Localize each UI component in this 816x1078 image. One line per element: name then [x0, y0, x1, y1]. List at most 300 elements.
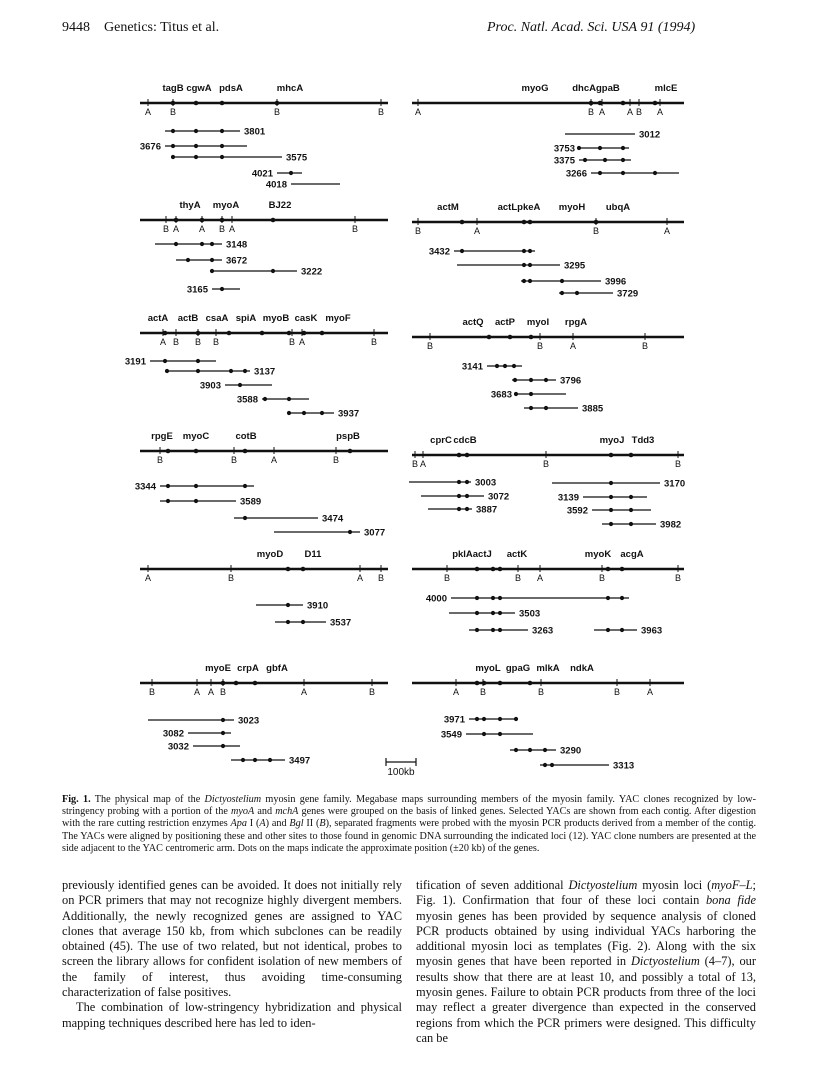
yac-gene-dot: [194, 155, 198, 159]
gene-position-dot: [594, 220, 599, 225]
yac-gene-dot: [220, 287, 224, 291]
gene-label: myoB: [262, 313, 290, 324]
gene-label: D11: [304, 549, 322, 560]
yac-gene-dot: [263, 397, 267, 401]
yac-gene-dot: [544, 378, 548, 382]
yac-clone-label: 3982: [660, 519, 682, 531]
yac-gene-dot: [491, 628, 495, 632]
caption-italic: myoA: [231, 806, 255, 818]
gene-position-dot: [522, 220, 527, 225]
gene-position-dot: [171, 101, 176, 106]
restriction-site-label: A: [172, 224, 180, 234]
restriction-site-label: A: [646, 687, 654, 697]
gene-label: actQ: [462, 317, 484, 328]
gene-position-dot: [287, 331, 292, 336]
yac-clone-label: 3549: [440, 729, 462, 741]
map-panel: [125, 313, 388, 420]
restriction-site-label: A: [144, 107, 152, 117]
yac-gene-dot: [465, 480, 469, 484]
yac-gene-dot: [220, 144, 224, 148]
caption-italic: Dictyostelium: [204, 794, 262, 805]
restriction-site-label: B: [351, 224, 359, 234]
yac-gene-dot: [221, 744, 225, 748]
body-column-right: [416, 878, 756, 1046]
yac-gene-dot: [194, 129, 198, 133]
yac-gene-dot: [621, 158, 625, 162]
yac-gene-dot: [609, 508, 613, 512]
yac-gene-dot: [475, 596, 479, 600]
yac-clone-label: 3592: [566, 505, 588, 517]
restriction-site-label: B: [536, 341, 544, 351]
restriction-site-label: A: [193, 687, 201, 697]
gene-position-dot: [200, 218, 205, 223]
yac-clone-label: 3676: [139, 141, 161, 153]
yac-gene-dot: [529, 378, 533, 382]
yac-gene-dot: [498, 628, 502, 632]
restriction-site-label: B: [514, 573, 522, 583]
map-panel: [140, 200, 388, 296]
yac-gene-dot: [186, 258, 190, 262]
restriction-site-label: B: [368, 687, 376, 697]
yac-gene-dot: [220, 155, 224, 159]
restriction-site-label: A: [473, 226, 481, 236]
yac-clone-label: 3910: [307, 600, 329, 612]
figure-caption: [62, 794, 756, 855]
gene-position-dot: [606, 567, 611, 572]
gene-label: spiA: [235, 313, 257, 324]
gene-position-dot: [528, 220, 533, 225]
caption-italic: Apa: [230, 818, 247, 830]
yac-clone-label: 3683: [490, 389, 512, 401]
yac-gene-dot: [620, 628, 624, 632]
gene-label: csaA: [205, 313, 229, 324]
yac-gene-dot: [621, 171, 625, 175]
paragraph: tification of seven additional Dictyostelium myosin loci (myoF–L; Fig. 1). Confirmation that four of these loci contain bona fide myosin genes has been provided by sequence analysis of cloned PCR products obtained by using individual YACs harboring the additional myosin loci as templates (Fig. 2). Along with the six myosin genes that have been reported in Dictyostelium (4–7), our results show that there are at least 10, and possibly a total of 13, myosin genes. Failure to obtain PCR products from three of the loci may reflect a greater divergence than expected in the conserved regions from which the PCR primers were designed. This difficulty can be: [416, 878, 756, 1045]
restriction-site-label: B: [370, 337, 378, 347]
restriction-site-label: B: [230, 455, 238, 465]
restriction-site-label: B: [443, 573, 451, 583]
gene-label: myoC: [182, 431, 210, 442]
yac-gene-dot: [238, 383, 242, 387]
gene-position-dot: [243, 449, 248, 454]
restriction-site-label: A: [144, 573, 152, 583]
yac-clone-label: 3141: [461, 361, 483, 373]
gene-label: mhcA: [276, 83, 304, 94]
gene-label: myoA: [212, 200, 240, 211]
gene-position-dot: [220, 218, 225, 223]
yac-gene-dot: [465, 507, 469, 511]
gene-position-dot: [234, 681, 239, 686]
yac-gene-dot: [529, 406, 533, 410]
gene-label: Tdd3: [631, 435, 655, 446]
gene-position-dot: [166, 449, 171, 454]
yac-gene-dot: [495, 364, 499, 368]
yac-gene-dot: [271, 269, 275, 273]
yac-gene-dot: [560, 291, 564, 295]
yac-gene-dot: [482, 717, 486, 721]
restriction-site-label: A: [656, 107, 664, 117]
gene-position-dot: [220, 101, 225, 106]
yac-gene-dot: [513, 378, 517, 382]
gene-position-dot: [508, 335, 513, 340]
restriction-site-label: A: [663, 226, 671, 236]
yac-gene-dot: [620, 596, 624, 600]
restriction-site-label: B: [227, 573, 235, 583]
gene-label: cgwA: [186, 83, 212, 94]
restriction-site-label: B: [162, 224, 170, 234]
map-panel: [409, 435, 685, 531]
gene-label: dhcAgpaB: [572, 83, 620, 94]
gene-label: mlkA: [536, 663, 560, 674]
map-panel: [140, 663, 388, 767]
restriction-site-label: B: [219, 687, 227, 697]
gene-position-dot: [275, 101, 280, 106]
gene-label: thyA: [179, 200, 201, 211]
restriction-site-label: B: [169, 107, 177, 117]
caption-figure-number: Fig. 1.: [62, 794, 91, 805]
restriction-site-label: B: [148, 687, 156, 697]
yac-gene-dot: [575, 291, 579, 295]
restriction-site-label: A: [300, 687, 308, 697]
yac-gene-dot: [465, 494, 469, 498]
yac-gene-dot: [529, 392, 533, 396]
yac-gene-dot: [598, 146, 602, 150]
gene-position-dot: [302, 331, 307, 336]
gene-position-dot: [348, 449, 353, 454]
yac-gene-dot: [194, 499, 198, 503]
restriction-site-label: B: [414, 226, 422, 236]
gene-label: ubqA: [605, 202, 631, 213]
map-panel: [412, 549, 684, 637]
gene-position-dot: [629, 453, 634, 458]
restriction-site-label: A: [452, 687, 460, 697]
restriction-site-label: A: [419, 459, 427, 469]
restriction-site-label: B: [426, 341, 434, 351]
restriction-site-label: B: [592, 226, 600, 236]
gene-label: myoE: [205, 663, 231, 674]
gene-position-dot: [320, 331, 325, 336]
scale-bar: [386, 758, 416, 778]
yac-gene-dot: [457, 494, 461, 498]
yac-gene-dot: [210, 242, 214, 246]
gene-position-dot: [163, 331, 168, 336]
yac-clone-label: 3023: [238, 715, 260, 727]
paragraph: previously identified genes can be avoided. It does not initially rely on PCR primers that may not recognize highly divergent members. Additionally, the newly recognized genes are assigned to YAC clones that average 150 kb, from which subclones can be readily obtained (45). The use of two related, but not identical, probes to screen the library allows for confident isolation of new members of the family of interest, thus avoiding time-consuming characterization of false positives.: [62, 878, 402, 1000]
restriction-site-label: B: [172, 337, 180, 347]
gene-label: rpgE: [151, 431, 173, 442]
restriction-site-label: B: [674, 573, 682, 583]
yac-gene-dot: [210, 269, 214, 273]
yac-gene-dot: [528, 249, 532, 253]
restriction-site-label: B: [635, 107, 643, 117]
yac-clone-label: 3266: [565, 168, 587, 180]
yac-clone-label: 3887: [476, 504, 498, 516]
yac-gene-dot: [286, 620, 290, 624]
restriction-site-label: B: [411, 459, 419, 469]
caption-text: genes were grouped on the basis of linked genes. Selected YACs are shown from each contig. After digestion with the rare cutting restriction enzymes: [62, 806, 757, 830]
gene-label: acgA: [620, 549, 644, 560]
yac-gene-dot: [171, 155, 175, 159]
yac-gene-dot: [166, 499, 170, 503]
yac-clone-label: 3474: [322, 513, 344, 525]
gene-label: BJ22: [268, 200, 292, 211]
restriction-site-label: B: [587, 107, 595, 117]
gene-position-dot: [286, 567, 291, 572]
yac-gene-dot: [653, 171, 657, 175]
gene-position-dot: [528, 681, 533, 686]
yac-gene-dot: [221, 731, 225, 735]
yac-gene-dot: [550, 763, 554, 767]
restriction-site-label: B: [641, 341, 649, 351]
yac-clone-label: 3032: [167, 741, 189, 753]
yac-gene-dot: [514, 748, 518, 752]
yac-clone-label: 3313: [613, 760, 635, 772]
scale-bar-label: 100kb: [387, 767, 415, 778]
gene-position-dot: [491, 567, 496, 572]
gene-label: myoL: [475, 663, 501, 674]
yac-gene-dot: [606, 628, 610, 632]
gene-position-dot: [221, 681, 226, 686]
yac-clone-label: 3497: [289, 755, 311, 767]
yac-clone-label: 3165: [186, 284, 208, 296]
yac-clone-label: 3148: [226, 239, 248, 251]
restriction-site-label: B: [537, 687, 545, 697]
gene-label: actK: [506, 549, 528, 560]
caption-text: ) and: [265, 818, 290, 830]
yac-clone-label: 3170: [664, 478, 686, 490]
yac-clone-label: 3263: [532, 625, 554, 637]
caption-text: The physical map of the: [94, 794, 205, 805]
yac-clone-label: 4021: [251, 168, 273, 180]
yac-clone-label: 3753: [553, 143, 575, 155]
gene-label: myoG: [521, 83, 549, 94]
yac-clone-label: 3575: [286, 152, 308, 164]
yac-gene-dot: [609, 481, 613, 485]
yac-gene-dot: [196, 359, 200, 363]
yac-gene-dot: [522, 249, 526, 253]
yac-clone-label: 3996: [605, 276, 627, 288]
gene-label: myoK: [584, 549, 612, 560]
gene-label: actA: [147, 313, 169, 324]
restriction-site-label: A: [270, 455, 278, 465]
gene-position-dot: [460, 220, 465, 225]
yac-gene-dot: [166, 484, 170, 488]
gene-position-dot: [253, 681, 258, 686]
yac-clone-label: 3963: [641, 625, 663, 637]
yac-clone-label: 3432: [428, 246, 450, 258]
caption-text: and: [254, 806, 276, 818]
gene-label: pdsA: [219, 83, 243, 94]
yac-gene-dot: [163, 359, 167, 363]
yac-clone-label: 3072: [488, 491, 510, 503]
yac-gene-dot: [512, 364, 516, 368]
gene-position-dot: [653, 101, 658, 106]
yac-gene-dot: [286, 603, 290, 607]
gene-label: rpgA: [564, 317, 588, 328]
restriction-site-label: B: [377, 573, 385, 583]
yac-gene-dot: [171, 129, 175, 133]
gene-label: myoD: [256, 549, 284, 560]
yac-clone-label: 3003: [475, 477, 497, 489]
yac-gene-dot: [194, 484, 198, 488]
gene-label: mlcE: [654, 83, 678, 94]
yac-gene-dot: [210, 258, 214, 262]
restriction-site-label: B: [479, 687, 487, 697]
yac-clone-label: 3191: [124, 356, 146, 368]
yac-clone-label: 3589: [240, 496, 262, 508]
yac-gene-dot: [482, 732, 486, 736]
yac-gene-dot: [543, 748, 547, 752]
yac-clone-label: 3082: [162, 728, 184, 740]
yac-clone-label: 3077: [364, 527, 386, 539]
map-panel: [412, 317, 684, 415]
gene-position-dot: [174, 218, 179, 223]
yac-gene-dot: [528, 279, 532, 283]
gene-label: cdcB: [453, 435, 477, 446]
yac-gene-dot: [544, 406, 548, 410]
yac-gene-dot: [522, 263, 526, 267]
yac-gene-dot: [302, 411, 306, 415]
gene-position-dot: [529, 335, 534, 340]
yac-gene-dot: [522, 279, 526, 283]
gene-position-dot: [457, 453, 462, 458]
restriction-site-label: A: [159, 337, 167, 347]
yac-gene-dot: [543, 763, 547, 767]
caption-text: myosin gene family. Megabase maps surrounding members of the myosin family. YAC clones recognized by low-stringency probing with a portion of the: [62, 794, 756, 818]
gene-position-dot: [598, 101, 603, 106]
yac-gene-dot: [528, 748, 532, 752]
caption-italic: Bgl: [289, 818, 304, 830]
restriction-site-label: B: [332, 455, 340, 465]
yac-gene-dot: [528, 263, 532, 267]
yac-gene-dot: [498, 611, 502, 615]
gene-label: gpaG: [505, 663, 531, 674]
gene-label: ndkA: [570, 663, 594, 674]
yac-clone-label: 3937: [338, 408, 360, 420]
running-header-left: 9448 Genetics: Titus et al.: [62, 20, 220, 35]
yac-gene-dot: [560, 279, 564, 283]
gene-position-dot: [487, 335, 492, 340]
yac-clone-label: 3903: [199, 380, 221, 392]
gene-label: crpA: [237, 663, 259, 674]
restriction-site-label: B: [613, 687, 621, 697]
gene-position-dot: [475, 681, 480, 686]
map-panel: [140, 549, 388, 629]
caption-italic: mchA: [275, 806, 299, 818]
map-panel: [412, 83, 684, 180]
yac-gene-dot: [171, 144, 175, 148]
gene-position-dot: [194, 101, 199, 106]
gene-position-dot: [609, 453, 614, 458]
yac-gene-dot: [287, 411, 291, 415]
body-column-left: [62, 878, 402, 1031]
yac-gene-dot: [629, 495, 633, 499]
yac-gene-dot: [475, 717, 479, 721]
gene-position-dot: [620, 567, 625, 572]
gene-label: myoI: [526, 317, 550, 328]
running-header-right: Proc. Natl. Acad. Sci. USA 91 (1994): [487, 20, 696, 35]
yac-clone-label: 3971: [443, 714, 465, 726]
yac-gene-dot: [503, 364, 507, 368]
gene-label: gbfA: [266, 663, 288, 674]
yac-clone-label: 3137: [254, 366, 276, 378]
yac-gene-dot: [629, 508, 633, 512]
yac-gene-dot: [229, 369, 233, 373]
yac-clone-label: 3344: [134, 481, 156, 493]
yac-gene-dot: [583, 158, 587, 162]
restriction-site-label: A: [536, 573, 544, 583]
yac-clone-label: 3588: [236, 394, 258, 406]
yac-gene-dot: [253, 758, 257, 762]
paragraph: The combination of low-stringency hybridization and physical mapping techniques described here has led to iden-: [62, 1000, 402, 1030]
caption-text: II (: [303, 818, 320, 830]
yac-gene-dot: [194, 144, 198, 148]
gene-label: actM: [437, 202, 459, 213]
yac-clone-label: 3537: [330, 617, 352, 629]
yac-gene-dot: [243, 369, 247, 373]
yac-gene-dot: [498, 596, 502, 600]
restriction-site-label: A: [626, 107, 634, 117]
restriction-site-label: A: [356, 573, 364, 583]
yac-gene-dot: [268, 758, 272, 762]
gene-position-dot: [196, 331, 201, 336]
restriction-site-label: B: [542, 459, 550, 469]
map-panel: [412, 663, 684, 772]
yac-gene-dot: [514, 392, 518, 396]
yac-gene-dot: [498, 732, 502, 736]
yac-gene-dot: [289, 171, 293, 175]
gene-position-dot: [260, 331, 265, 336]
yac-gene-dot: [243, 484, 247, 488]
gene-label: actB: [177, 313, 199, 324]
yac-gene-dot: [498, 717, 502, 721]
gene-label: myoH: [558, 202, 586, 213]
yac-clone-label: 3729: [617, 288, 639, 300]
yac-clone-label: 4018: [265, 179, 287, 191]
map-panel: [135, 431, 388, 539]
yac-gene-dot: [475, 611, 479, 615]
map-panel: [140, 83, 388, 191]
restriction-site-label: A: [598, 107, 606, 117]
gene-label: actLpkeA: [497, 202, 541, 213]
gene-position-dot: [475, 567, 480, 572]
map-panel: [412, 202, 684, 300]
restriction-site-label: A: [228, 224, 236, 234]
gene-position-dot: [227, 331, 232, 336]
yac-clone-label: 3290: [560, 745, 582, 757]
yac-clone-label: 3885: [582, 403, 604, 415]
yac-gene-dot: [287, 397, 291, 401]
yac-gene-dot: [460, 249, 464, 253]
gene-label: tagB: [162, 83, 184, 94]
yac-clone-label: 4000: [425, 593, 447, 605]
yac-gene-dot: [200, 242, 204, 246]
restriction-site-label: B: [674, 459, 682, 469]
gene-label: actP: [494, 317, 516, 328]
restriction-site-label: A: [569, 341, 577, 351]
yac-gene-dot: [609, 522, 613, 526]
yac-gene-dot: [457, 507, 461, 511]
caption-italic: A: [259, 818, 266, 830]
gene-label: pklAactJ: [452, 549, 492, 560]
yac-gene-dot: [301, 620, 305, 624]
caption-text: ), separated fragments were probed with the myosin PCR products derived from a member of the contig. The YACs were aligned by positioning these and other sites to those found in genomic DNA surrounding the indicated loci (12). YAC clone numbers are presented at the side adjacent to the YAC centromeric arm. Dots on the maps indicate the approximate position (±20 kb) of the genes.: [62, 818, 757, 854]
yac-gene-dot: [606, 596, 610, 600]
gene-label: myoF: [325, 313, 351, 324]
restriction-site-label: A: [298, 337, 306, 347]
yac-gene-dot: [577, 146, 581, 150]
yac-gene-dot: [491, 596, 495, 600]
